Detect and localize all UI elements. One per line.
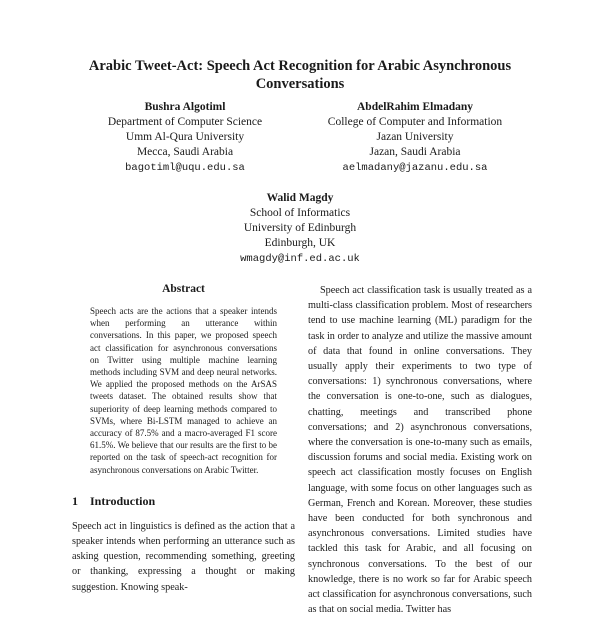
author-department: College of Computer and Information bbox=[327, 116, 503, 128]
author-block-1 bbox=[70, 100, 300, 176]
author-location: Edinburgh, UK bbox=[264, 237, 336, 249]
author-block-2 bbox=[290, 100, 540, 176]
author-institution: Jazan University bbox=[376, 131, 454, 143]
author-name: AbdelRahim Elmadany bbox=[357, 101, 473, 113]
author-location: Mecca, Saudi Arabia bbox=[136, 146, 234, 158]
author-name: Walid Magdy bbox=[266, 192, 334, 204]
author-department: School of Informatics bbox=[249, 207, 351, 219]
abstract-text: Speech acts are the actions that a speaker intends when performing an utterance within conversations. In this paper, we proposed speech act classification for asynchronous conversations on Twitter using multiple machine learning methods including SVM and deep neural networks. We applied the proposed methods on the ArSAS tweets dataset. The obtained results show that superiority of deep learning methods compared to SVMs, where Bi-LSTM managed to achieve an accuracy of 87.5% and a macro-averaged F1 score 61.5%. We believe that our results are the first to be reported on the task of speech-act recognition for asynchronous conversations on Arabic Twitter. bbox=[90, 306, 277, 475]
section-number: 1 bbox=[72, 493, 78, 508]
author-institution: Umm Al-Qura University bbox=[125, 131, 245, 143]
section-title: Introduction bbox=[90, 493, 156, 508]
intro-paragraph-left: Speech act in linguistics is defined as the action that a speaker intends when performing an utterance such as asking question, recommending something, greeting or thanking, expressing a thought or making suggestion. Knowing speak- bbox=[72, 520, 295, 593]
right-column bbox=[308, 283, 532, 617]
paper-title: Arabic Tweet-Act: Speech Act Recognition for Arabic Asynchronous Conversations bbox=[88, 58, 512, 92]
author-email: aelmadany@jazanu.edu.sa bbox=[342, 162, 488, 174]
author-email: bagotiml@uqu.edu.sa bbox=[125, 162, 245, 174]
author-block-3 bbox=[185, 191, 415, 267]
author-department: Department of Computer Science bbox=[107, 116, 263, 128]
left-column bbox=[72, 283, 295, 595]
author-location: Jazan, Saudi Arabia bbox=[369, 146, 461, 158]
abstract-heading: Abstract bbox=[162, 283, 205, 295]
section-heading bbox=[72, 494, 295, 509]
author-name: Bushra Algotiml bbox=[144, 101, 226, 113]
author-email: wmagdy@inf.ed.ac.uk bbox=[240, 253, 360, 265]
intro-paragraph-right: Speech act classification task is usually treated as a multi-class classification problem. Most of researchers tend to use machine learning (ML) paradigm for the task in order to analyze and utilize the massive amount of data that found in online conversations. They usually apply their experiments to two type of conversations: 1) synchronous conversations, where the conversation is one-to-one, such as dialogues, chatting, meetings and transcribed phone conversations; and 2) asynchronous conversations, where the conversation is one-to-many such as emails, discussion forums and social media. Existing work on speech act classification mostly focuses on English language, with some focus on other languages such as German, French and Korean. Moreover, these studies have been conducted for both synchronous and asynchronous conversations. Limited studies have tackled this task for Arabic, and all focusing on synchronous conversations. To the best of our knowledge, there is no work so far for Arabic speech act classification for asynchronous conversations, such as that on social media. Twitter has bbox=[308, 285, 532, 616]
author-institution: University of Edinburgh bbox=[243, 222, 357, 234]
